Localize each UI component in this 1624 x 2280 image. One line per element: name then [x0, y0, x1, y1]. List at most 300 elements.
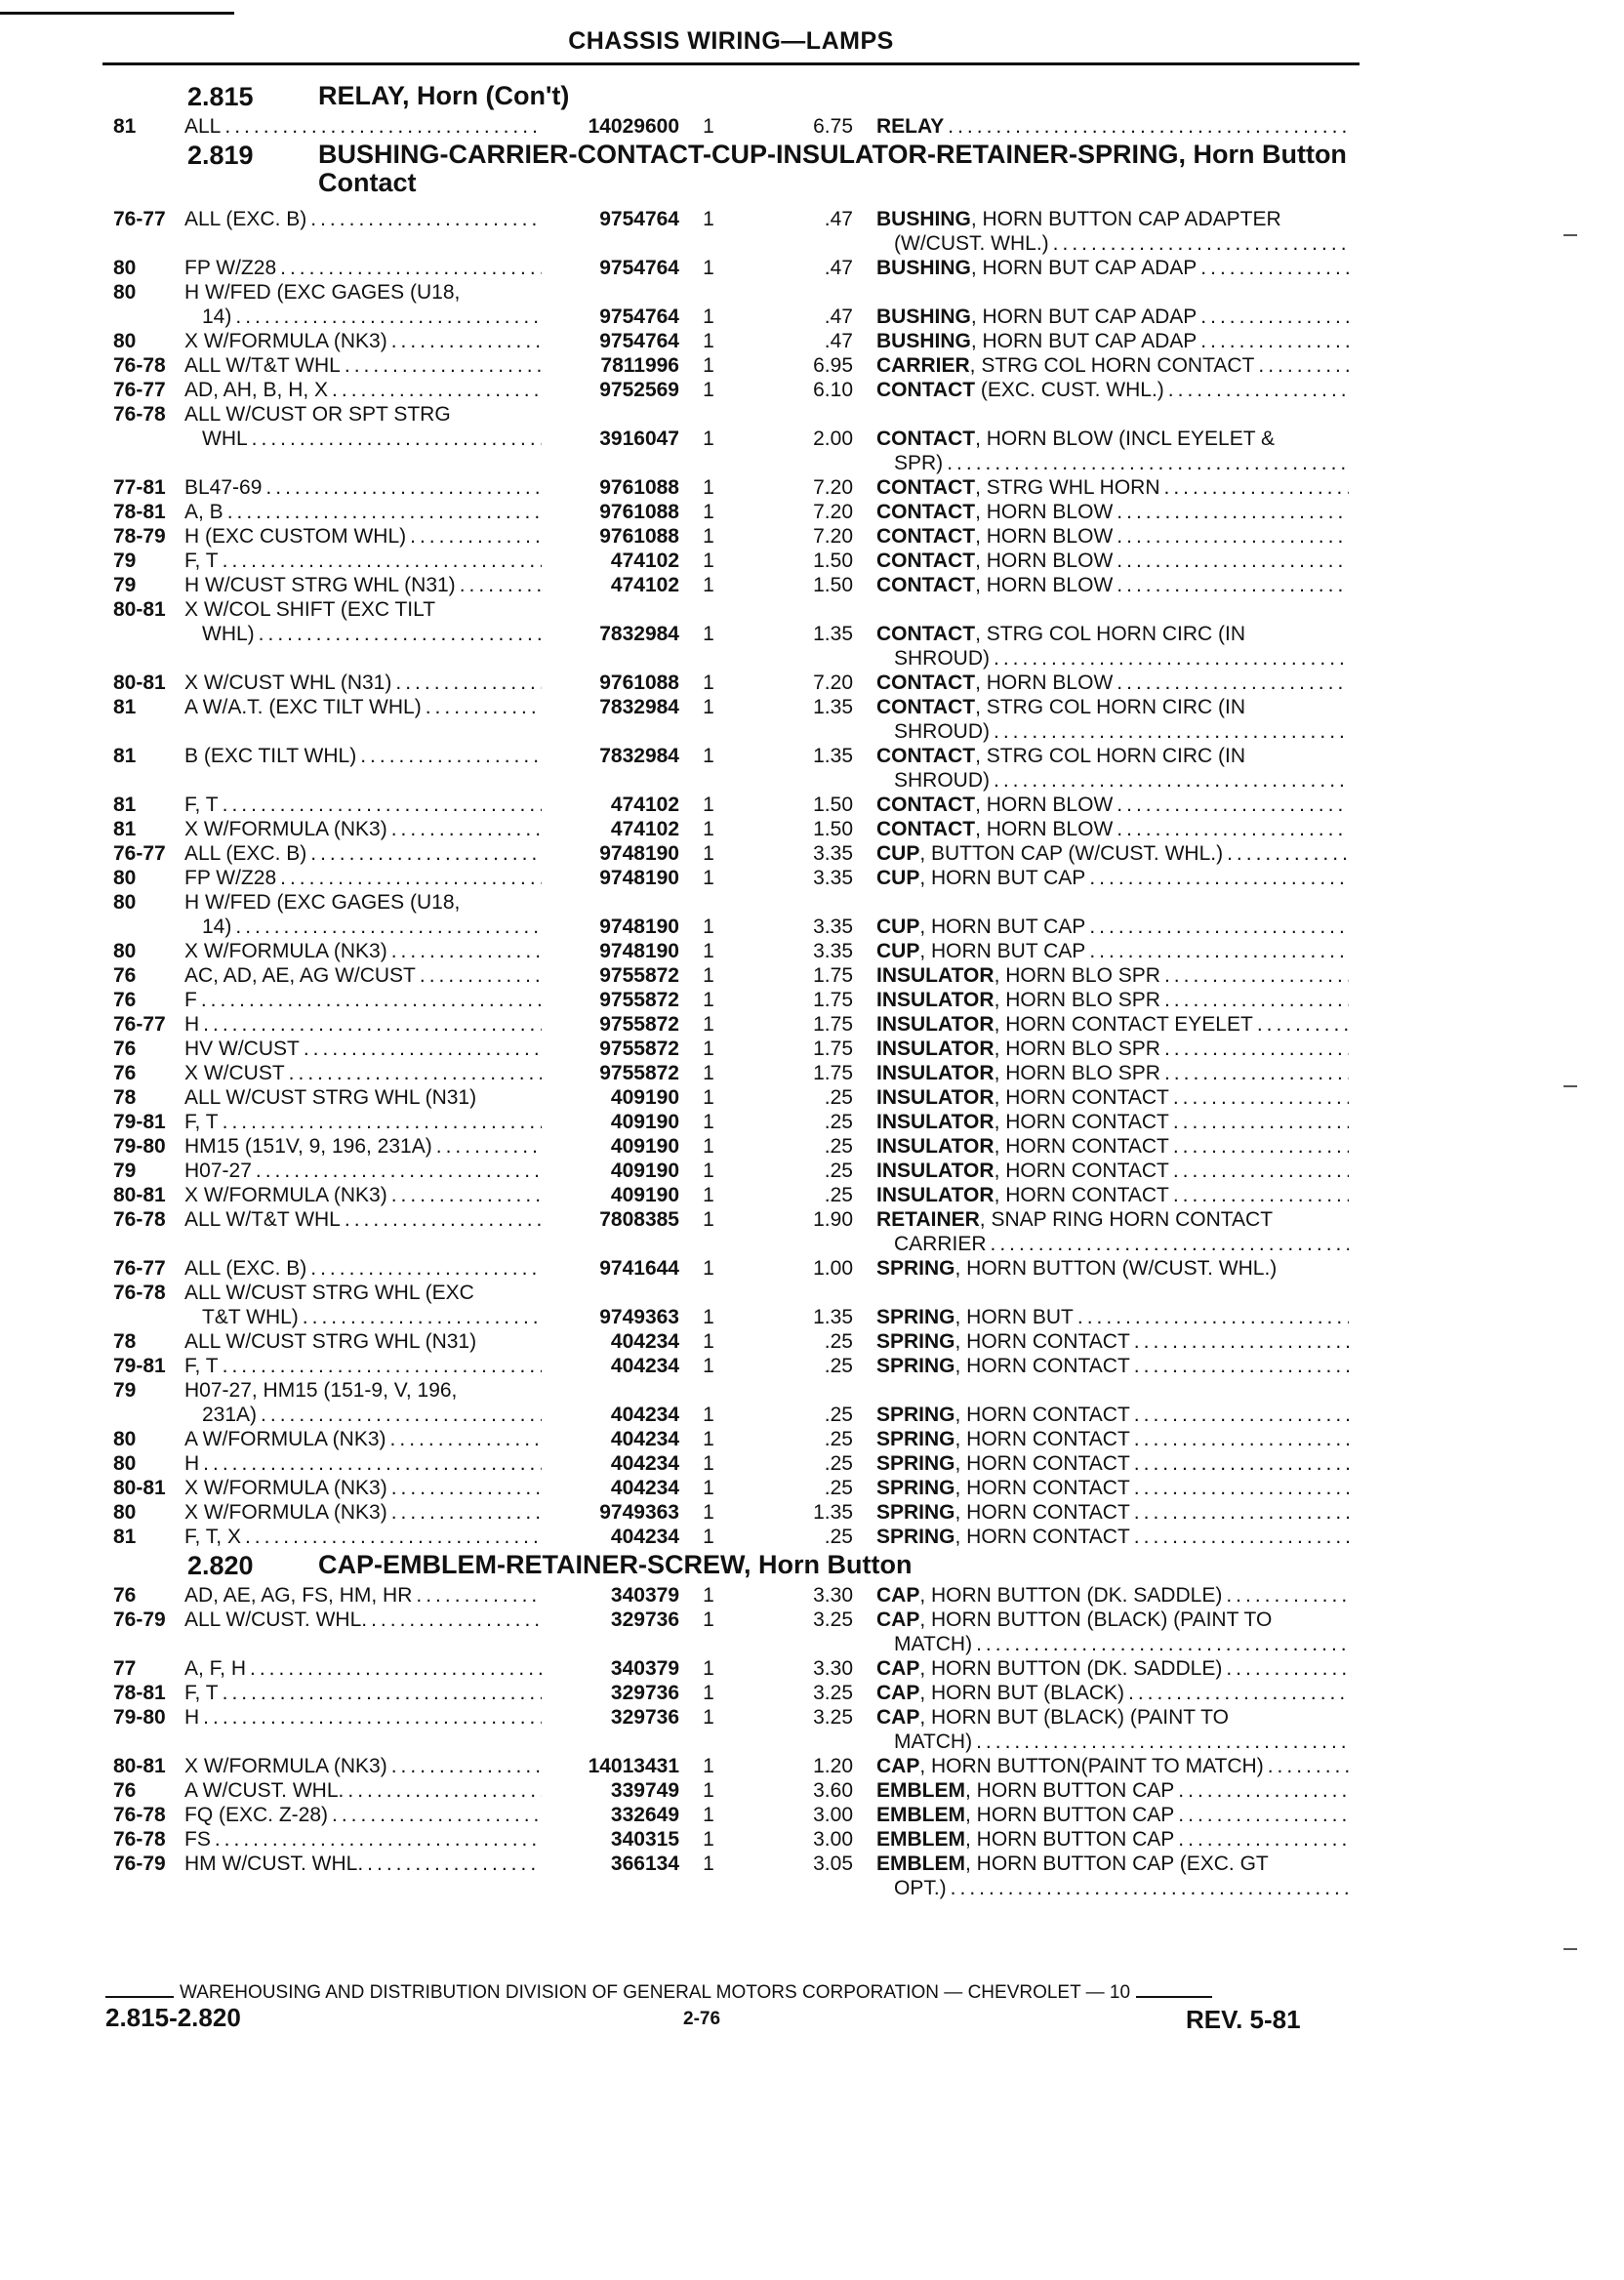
model-text: A W/FORMULA (NK3): [184, 1428, 386, 1450]
part-description: [876, 1061, 1349, 1085]
model-text: ALL (EXC. B): [184, 208, 307, 230]
section-number: 2.819: [187, 141, 254, 170]
quantity: 1: [703, 330, 714, 352]
model-year: 81: [113, 745, 137, 767]
part-description: [876, 1500, 1349, 1525]
description-text: SHROUD): [894, 647, 990, 670]
part-description: [876, 1705, 1349, 1754]
model-line: [184, 256, 542, 280]
model-text: X W/COL SHIFT (EXC TILT: [184, 598, 436, 621]
table-row: [113, 1207, 1349, 1256]
model-text: X W/FORMULA (NK3): [184, 1184, 387, 1206]
leader-dots: [1253, 1012, 1349, 1037]
table-row: [113, 1159, 1349, 1183]
model-text: A W/CUST. WHL.: [184, 1779, 345, 1802]
leader-dots: [356, 744, 542, 768]
model-line: [184, 1256, 542, 1281]
part-number: 9761088: [599, 672, 679, 694]
table-row: [113, 1476, 1349, 1500]
model-application: [184, 744, 542, 768]
part-description: [876, 1525, 1349, 1549]
description-line: [876, 256, 1349, 280]
quantity: 1: [703, 115, 714, 138]
part-description: [876, 353, 1349, 378]
description-line: [876, 768, 1349, 793]
model-text: F, T: [184, 1111, 219, 1133]
quantity: 1: [703, 574, 714, 596]
part-description: [876, 1256, 1349, 1281]
model-line: [184, 1852, 542, 1876]
model-text: 14): [202, 916, 232, 938]
price: 1.50: [813, 794, 853, 816]
quantity: 1: [703, 842, 714, 865]
leader-dots: [344, 1778, 542, 1803]
model-line: [184, 573, 542, 597]
leader-dots: [1174, 1778, 1349, 1803]
description-text: CONTACT, HORN BLOW: [876, 501, 1114, 523]
leader-dots: [219, 1110, 542, 1134]
leader-dots: [1130, 1403, 1349, 1427]
price: 7.20: [813, 525, 853, 548]
model-year: 76: [113, 964, 137, 987]
leader-dots: [451, 402, 542, 427]
description-text: CONTACT (EXC. CUST. WHL.): [876, 379, 1164, 401]
description-text: EMBLEM, HORN BUTTON CAP (EXC. GT: [876, 1852, 1269, 1875]
part-description: [876, 1656, 1349, 1681]
table-row: [113, 1778, 1349, 1803]
section-title: RELAY, Horn (Con't): [318, 81, 570, 110]
model-year: 80: [113, 257, 137, 279]
model-line: [184, 1012, 542, 1037]
leader-dots: [219, 549, 542, 573]
price: 1.35: [813, 1306, 853, 1328]
table-row: [113, 500, 1349, 524]
part-number: 9748190: [599, 940, 679, 962]
description-text: CAP, HORN BUTTON (DK. SADDLE): [876, 1584, 1223, 1607]
table-row: [113, 1183, 1349, 1207]
quantity: 1: [703, 745, 714, 767]
description-text: SPRING, HORN CONTACT: [876, 1526, 1130, 1548]
model-text: HM W/CUST. WHL.: [184, 1852, 364, 1875]
leader-dots: [1160, 1037, 1349, 1061]
section-title: BUSHING-CARRIER-CONTACT-CUP-INSULATOR-RETAINER-SPRING, Horn Button Contact: [318, 140, 1347, 197]
description-text: INSULATOR, HORN BLO SPR: [876, 1062, 1160, 1084]
table-row: [113, 549, 1349, 573]
model-application: [184, 1656, 542, 1681]
description-line: [876, 1183, 1349, 1207]
footer-section-range: 2.815-2.820: [105, 2003, 241, 2032]
part-description: [876, 1427, 1349, 1451]
model-text: AD, AH, B, H, X: [184, 379, 329, 401]
leader-dots: [1113, 549, 1349, 573]
model-text: BL47-69: [184, 476, 263, 499]
part-number: 409190: [610, 1160, 679, 1182]
table-row: [113, 1378, 1349, 1427]
model-year: 79: [113, 1379, 137, 1402]
leader-dots: [387, 939, 542, 963]
model-year: 81: [113, 818, 137, 840]
model-year: 80: [113, 1452, 137, 1475]
description-line: [876, 1305, 1349, 1329]
leader-dots: [1130, 1451, 1349, 1476]
part-number: 14029600: [588, 115, 679, 138]
model-line: [184, 1354, 542, 1378]
part-description: [876, 329, 1349, 353]
price: 1.50: [813, 818, 853, 840]
leader-dots: [1229, 1705, 1349, 1730]
table-row: [113, 1012, 1349, 1037]
description-text: INSULATOR, HORN BLO SPR: [876, 964, 1160, 987]
part-description: [876, 841, 1349, 866]
part-description: [876, 622, 1349, 671]
part-number: 9754764: [599, 208, 679, 230]
model-text: X W/FORMULA (NK3): [184, 1501, 387, 1524]
price: .25: [824, 1184, 853, 1206]
leader-dots: [252, 1159, 542, 1183]
leader-dots: [1164, 378, 1349, 402]
model-application: [184, 597, 542, 646]
model-year: 76: [113, 989, 137, 1011]
leader-dots: [221, 114, 542, 139]
model-application: [184, 256, 542, 280]
table-row: [113, 1525, 1349, 1549]
table-row: [113, 353, 1349, 378]
description-line: [876, 622, 1349, 646]
price: .25: [824, 1086, 853, 1109]
description-text: CONTACT, STRG COL HORN CIRC (IN: [876, 623, 1245, 645]
model-text: ALL (EXC. B): [184, 842, 307, 865]
table-row: [113, 1061, 1349, 1085]
part-description: [876, 1608, 1349, 1656]
part-number: 404234: [610, 1355, 679, 1377]
model-line: [184, 1183, 542, 1207]
description-text: BUSHING, HORN BUT CAP ADAP: [876, 305, 1198, 328]
price: 6.75: [813, 115, 853, 138]
leader-dots: [1275, 427, 1349, 451]
description-text: CARRIER, STRG COL HORN CONTACT: [876, 354, 1255, 377]
table-row: [113, 1608, 1349, 1656]
table-row: [113, 1281, 1349, 1329]
model-year: 76-78: [113, 1828, 166, 1851]
price: .25: [824, 1526, 853, 1548]
table-row: [113, 573, 1349, 597]
leader-dots: [328, 1803, 542, 1827]
leader-dots: [412, 1583, 542, 1608]
model-year: 76-78: [113, 1282, 166, 1304]
section-heading: [113, 1549, 1349, 1583]
model-text: F, T: [184, 1682, 219, 1704]
model-application: [184, 378, 542, 402]
description-text: INSULATOR, HORN BLO SPR: [876, 1038, 1160, 1060]
part-description: [876, 1754, 1349, 1778]
model-line: [184, 1476, 542, 1500]
price: 3.35: [813, 916, 853, 938]
leader-dots: [1169, 1159, 1349, 1183]
model-year: 77-81: [113, 476, 166, 499]
model-line: [184, 1085, 542, 1110]
model-application: [184, 549, 542, 573]
model-application: [184, 573, 542, 597]
model-application: [184, 402, 542, 451]
part-description: [876, 1305, 1349, 1329]
model-application: [184, 1778, 542, 1803]
table-row: [113, 817, 1349, 841]
model-year: 76-77: [113, 1013, 166, 1036]
leader-dots: [1222, 1583, 1349, 1608]
part-description: [876, 1012, 1349, 1037]
price: 2.00: [813, 428, 853, 450]
part-description: [876, 1207, 1349, 1256]
quantity: 1: [703, 550, 714, 572]
table-row: [113, 1354, 1349, 1378]
leader-dots: [476, 1085, 542, 1110]
price: 7.20: [813, 476, 853, 499]
table-row: [113, 939, 1349, 963]
description-line: [876, 1803, 1349, 1827]
description-line: [876, 475, 1349, 500]
model-year: 80-81: [113, 598, 166, 621]
model-line: [184, 1427, 542, 1451]
model-application: [184, 988, 542, 1012]
part-description: [876, 744, 1349, 793]
description-line: [876, 524, 1349, 549]
price: .47: [824, 208, 853, 230]
section-heading: [113, 80, 1349, 114]
leader-dots: [435, 597, 542, 622]
part-description: [876, 305, 1349, 329]
leader-dots: [219, 1681, 542, 1705]
description-line: [876, 329, 1349, 353]
price: .25: [824, 1477, 853, 1499]
price: 3.00: [813, 1804, 853, 1826]
model-year: 79-80: [113, 1706, 166, 1729]
model-line: [184, 1134, 542, 1159]
part-description: [876, 549, 1349, 573]
part-number: 9755872: [599, 1062, 679, 1084]
description-line: [876, 1852, 1349, 1876]
description-line: [876, 231, 1349, 256]
leader-dots: [1049, 231, 1349, 256]
model-text: T&T WHL): [202, 1306, 299, 1328]
model-line: [184, 353, 542, 378]
description-line: [876, 988, 1349, 1012]
table-row: [113, 1656, 1349, 1681]
part-number: 474102: [610, 574, 679, 596]
description-text: OPT.): [894, 1877, 947, 1899]
leader-dots: [972, 1632, 1349, 1656]
table-row: [113, 793, 1349, 817]
leader-dots: [1085, 915, 1349, 939]
model-line: [184, 402, 542, 427]
leader-dots: [1113, 817, 1349, 841]
model-line: [184, 841, 542, 866]
leader-dots: [1222, 1656, 1349, 1681]
leader-dots: [1130, 1427, 1349, 1451]
part-number: 404234: [610, 1404, 679, 1426]
description-text: INSULATOR, HORN CONTACT: [876, 1160, 1169, 1182]
model-year: 76: [113, 1062, 137, 1084]
model-application: [184, 1183, 542, 1207]
leader-dots: [387, 1183, 542, 1207]
part-description: [876, 1037, 1349, 1061]
model-text: F: [184, 989, 197, 1011]
part-number: 14013431: [588, 1755, 679, 1777]
table-row: [113, 1681, 1349, 1705]
model-application: [184, 475, 542, 500]
price: 1.75: [813, 964, 853, 987]
model-year: 76-77: [113, 842, 166, 865]
quantity: 1: [703, 1257, 714, 1280]
part-description: [876, 475, 1349, 500]
part-number: 339749: [610, 1779, 679, 1802]
part-number: 9748190: [599, 842, 679, 865]
price: 1.75: [813, 1038, 853, 1060]
table-row: [113, 1754, 1349, 1778]
part-description: [876, 671, 1349, 695]
model-text: HV W/CUST: [184, 1038, 300, 1060]
model-line: [184, 1583, 542, 1608]
quantity: 1: [703, 964, 714, 987]
leader-dots: [300, 1037, 542, 1061]
description-text: CAP, HORN BUTTON(PAINT TO MATCH): [876, 1755, 1264, 1777]
margin-mark: [1563, 1085, 1577, 1087]
description-text: EMBLEM, HORN BUTTON CAP: [876, 1779, 1175, 1802]
model-application: [184, 1159, 542, 1183]
model-line: [184, 500, 542, 524]
leader-dots: [387, 329, 542, 353]
model-line: [184, 1656, 542, 1681]
part-number: 409190: [610, 1086, 679, 1109]
model-line: [184, 939, 542, 963]
model-application: [184, 1085, 542, 1110]
quantity: 1: [703, 305, 714, 328]
part-number: 329736: [610, 1706, 679, 1729]
model-year: 80: [113, 867, 137, 889]
leader-dots: [1245, 695, 1349, 719]
model-application: [184, 1476, 542, 1500]
leader-dots: [1174, 1803, 1349, 1827]
leader-dots: [199, 1012, 542, 1037]
quantity: 1: [703, 1682, 714, 1704]
part-number: 7832984: [599, 745, 679, 767]
margin-mark: [1563, 1948, 1577, 1950]
model-line: [184, 1329, 542, 1354]
part-number: 9752569: [599, 379, 679, 401]
model-line: [184, 114, 542, 139]
part-description: [876, 573, 1349, 597]
leader-dots: [386, 1427, 542, 1451]
part-number: 9761088: [599, 501, 679, 523]
model-application: [184, 1681, 542, 1705]
table-row: [113, 1852, 1349, 1900]
leader-dots: [1272, 1608, 1349, 1632]
model-line: [184, 475, 542, 500]
leader-dots: [387, 1754, 542, 1778]
description-line: [876, 1085, 1349, 1110]
model-line: [184, 963, 542, 988]
leader-dots: [1160, 963, 1349, 988]
part-description: [876, 866, 1349, 890]
quantity: 1: [703, 525, 714, 548]
model-application: [184, 1110, 542, 1134]
part-number: 9754764: [599, 330, 679, 352]
model-year: 79: [113, 574, 137, 596]
part-description: [876, 1451, 1349, 1476]
table-row: [113, 1134, 1349, 1159]
description-line: [876, 1159, 1349, 1183]
description-line: [876, 451, 1349, 475]
leader-dots: [199, 1705, 542, 1730]
quantity: 1: [703, 1828, 714, 1851]
description-text: INSULATOR, HORN CONTACT: [876, 1111, 1169, 1133]
table-row: [113, 1827, 1349, 1852]
price: .25: [824, 1428, 853, 1450]
description-line: [876, 1427, 1349, 1451]
model-application: [184, 1207, 542, 1232]
model-application: [184, 1134, 542, 1159]
leader-dots: [1130, 1354, 1349, 1378]
model-line: [184, 890, 542, 915]
model-text: FS: [184, 1828, 211, 1851]
quantity: 1: [703, 428, 714, 450]
description-text: CAP, HORN BUT (BLACK): [876, 1682, 1124, 1704]
table-row: [113, 1705, 1349, 1754]
leader-dots: [231, 915, 542, 939]
model-text: X W/CUST: [184, 1062, 285, 1084]
description-text: INSULATOR, HORN CONTACT: [876, 1135, 1169, 1158]
model-year: 76-78: [113, 1804, 166, 1826]
description-line: [876, 1354, 1349, 1378]
model-line: [184, 524, 542, 549]
part-description: [876, 1183, 1349, 1207]
description-line: [876, 1500, 1349, 1525]
part-number: 409190: [610, 1111, 679, 1133]
description-text: CONTACT, STRG COL HORN CIRC (IN: [876, 745, 1245, 767]
description-line: [876, 378, 1349, 402]
part-description: [876, 207, 1349, 256]
table-row: [113, 1329, 1349, 1354]
model-line: [184, 1778, 542, 1803]
part-description: [876, 1681, 1349, 1705]
section-title: CAP-EMBLEM-RETAINER-SCREW, Horn Button: [318, 1550, 913, 1579]
leader-dots: [1245, 622, 1349, 646]
leader-dots: [1277, 1256, 1349, 1281]
model-application: [184, 1037, 542, 1061]
model-line: [184, 378, 542, 402]
description-line: [876, 1207, 1349, 1232]
model-year: 76-78: [113, 1208, 166, 1231]
model-text: AC, AD, AE, AG W/CUST: [184, 964, 416, 987]
model-line: [184, 866, 542, 890]
leader-dots: [1113, 793, 1349, 817]
price: 3.60: [813, 1779, 853, 1802]
part-number: 9755872: [599, 989, 679, 1011]
price: .25: [824, 1160, 853, 1182]
model-line: [184, 207, 542, 231]
leader-dots: [947, 1876, 1349, 1900]
leader-dots: [1254, 353, 1349, 378]
quantity: 1: [703, 1852, 714, 1875]
leader-dots: [391, 671, 542, 695]
part-description: [876, 500, 1349, 524]
price: 1.35: [813, 1501, 853, 1524]
model-year: 76: [113, 1779, 137, 1802]
description-text: CONTACT, HORN BLOW: [876, 672, 1114, 694]
leader-dots: [1124, 1681, 1349, 1705]
part-number: 9748190: [599, 867, 679, 889]
section-number: 2.815: [187, 82, 254, 111]
price: 1.50: [813, 550, 853, 572]
